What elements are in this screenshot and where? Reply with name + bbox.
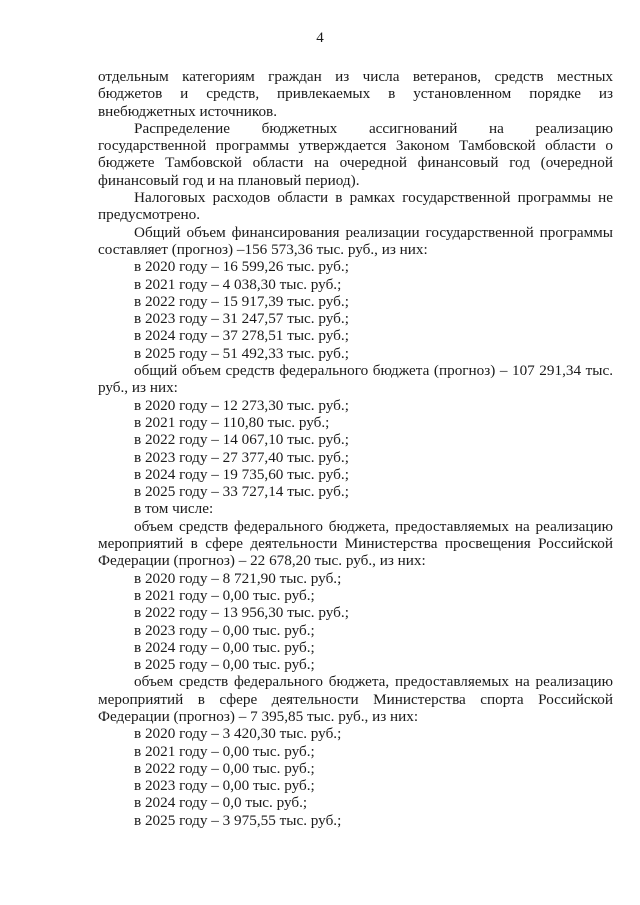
- text-line: в 2023 году – 0,00 тыс. руб.;: [134, 777, 315, 795]
- text-line: в 2021 году – 110,80 тыс. руб.;: [134, 413, 330, 431]
- text-paragraph: объем средств федерального бюджета, предоставляемых на реализацию мероприятий в сфере деятельности Министерства просвещения Российской Федерации (прогноз) – 22 678,20 тыс. руб., из них:: [98, 517, 613, 570]
- text-line: в 2022 году – 15 917,39 тыс. руб.;: [134, 292, 349, 310]
- text-line: в 2022 году – 14 067,10 тыс. руб.;: [134, 431, 349, 449]
- text-paragraph: Налоговых расходов области в рамках государственной программы не предусмотрено.: [98, 189, 613, 224]
- text-paragraph: объем средств федерального бюджета, предоставляемых на реализацию мероприятий в сфере деятельности Министерства спорта Российской Федерации (прогноз) – 7 395,85 тыс. руб., из них:: [98, 673, 613, 725]
- text-line: в 2023 году – 27 377,40 тыс. руб.;: [134, 448, 349, 466]
- text-line: в 2024 году – 0,00 тыс. руб.;: [134, 638, 315, 656]
- text-line: в 2025 году – 33 727,14 тыс. руб.;: [134, 483, 349, 501]
- text-line: в 2024 году – 19 735,60 тыс. руб.;: [134, 465, 349, 483]
- text-paragraph: Распределение бюджетных ассигнований на реализацию государственной программы утверждается Законом Тамбовской области о бюджете Тамбовской области на очередной финансовый год (очередной финансовый год и на плановый период).: [98, 119, 613, 189]
- text-line: в 2021 году – 0,00 тыс. руб.;: [134, 742, 315, 760]
- document-body: [98, 68, 613, 829]
- text-line: в том числе:: [134, 500, 214, 518]
- text-line: в 2023 году – 31 247,57 тыс. руб.;: [134, 310, 349, 328]
- text-line: в 2020 году – 3 420,30 тыс. руб.;: [134, 725, 342, 743]
- text-line: в 2023 году – 0,00 тыс. руб.;: [134, 621, 315, 639]
- text-paragraph: отдельным категориям граждан из числа ветеранов, средств местных бюджетов и средств, привлекаемых в установленном порядке из внебюджетных источников.: [98, 68, 613, 120]
- text-line: в 2024 году – 0,0 тыс. руб.;: [134, 794, 308, 812]
- text-line: в 2021 году – 0,00 тыс. руб.;: [134, 586, 315, 604]
- text-line: в 2025 году – 0,00 тыс. руб.;: [134, 656, 315, 674]
- text-line: в 2022 году – 13 956,30 тыс. руб.;: [134, 604, 349, 622]
- text-line: в 2025 году – 3 975,55 тыс. руб.;: [134, 811, 342, 829]
- text-line: в 2025 году – 51 492,33 тыс. руб.;: [134, 344, 349, 362]
- text-line: в 2021 году – 4 038,30 тыс. руб.;: [134, 275, 342, 293]
- text-line: в 2020 году – 16 599,26 тыс. руб.;: [134, 258, 349, 276]
- text-paragraph: общий объем средств федерального бюджета (прогноз) – 107 291,34 тыс. руб., из них:: [98, 362, 613, 397]
- page-number: 4: [316, 30, 324, 46]
- text-line: в 2020 году – 12 273,30 тыс. руб.;: [134, 396, 349, 414]
- text-paragraph: Общий объем финансирования реализации государственной программы составляет (прогноз) –156 573,36 тыс. руб., из них:: [98, 223, 613, 258]
- text-line: в 2022 году – 0,00 тыс. руб.;: [134, 759, 315, 777]
- text-line: в 2020 году – 8 721,90 тыс. руб.;: [134, 569, 342, 587]
- text-line: в 2024 году – 37 278,51 тыс. руб.;: [134, 327, 349, 345]
